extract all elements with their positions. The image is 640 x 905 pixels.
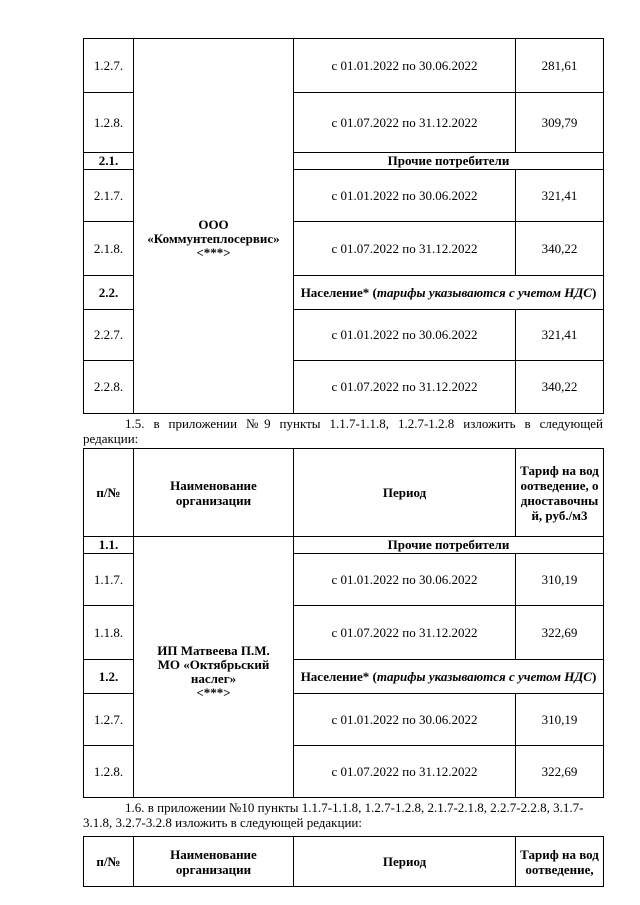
section-text: Население* ( [300,669,377,684]
section-number: 2.1. [84,153,134,170]
tariff-cell: 310,19 [516,554,604,606]
header-org: Наименование организации [134,449,294,537]
header-tariff: Тариф на водоотведение, одноставочный, руб./м3 [516,449,604,537]
org-line: <***> [196,685,231,700]
header-num: п/№ [84,449,134,537]
org-line: ООО [198,217,229,232]
period-cell: с 01.07.2022 по 31.12.2022 [294,606,516,660]
section-text: ) [591,285,597,300]
row-number: 2.1.8. [84,222,134,276]
tariff-cell: 321,41 [516,170,604,222]
paragraph-1-6: 1.6. в приложении №10 пункты 1.1.7-1.1.8, 1.2.7-1.2.8, 2.1.7-2.1.8, 2.2.7-2.2.8, 3.1.7-3.1.8, 3.2.7-3.2.8 изложить в следующей редакции: [83,800,584,830]
header-org: Наименование организации [134,837,294,887]
tariff-cell: 322,69 [516,606,604,660]
org-line: МО «Октябрьский [157,657,270,672]
section-note: тарифы указываются с учетом НДС [376,285,592,300]
period-cell: с 01.07.2022 по 31.12.2022 [294,746,516,798]
tariff-cell: 310,19 [516,694,604,746]
tariff-table-1 [83,38,604,414]
period-cell: с 01.01.2022 по 30.06.2022 [294,170,516,222]
row-number: 1.2.8. [84,93,134,153]
period-cell: с 01.01.2022 по 30.06.2022 [294,310,516,361]
tariff-cell: 281,61 [516,39,604,93]
row-number: 1.1.8. [84,606,134,660]
org-line: наслег» [190,671,237,686]
row-number: 1.2.8. [84,746,134,798]
row-number: 1.2.7. [84,39,134,93]
header-period: Период [294,837,516,887]
section-note: тарифы указываются с учетом НДС [376,669,592,684]
period-cell: с 01.07.2022 по 31.12.2022 [294,93,516,153]
section-title [294,660,604,694]
tariff-cell: 321,41 [516,310,604,361]
org-line: «Коммунтеплосервис» [147,231,280,246]
period-cell: с 01.07.2022 по 31.12.2022 [294,361,516,414]
section-number: 2.2. [84,276,134,310]
period-cell: с 01.01.2022 по 30.06.2022 [294,554,516,606]
header-num: п/№ [84,837,134,887]
tariff-cell: 340,22 [516,222,604,276]
section-text: ) [591,669,597,684]
row-number: 2.2.8. [84,361,134,414]
tariff-cell: 309,79 [516,93,604,153]
organization-cell [134,39,294,414]
section-number: 1.1. [84,537,134,554]
period-cell: с 01.01.2022 по 30.06.2022 [294,694,516,746]
paragraph-1-5: 1.5. в приложении №9 пункты 1.1.7-1.1.8, 1.2.7-1.2.8 изложить в следующей редакции: [83,416,603,446]
section-title: Прочие потребители [294,153,604,170]
tariff-table-3 [83,836,604,887]
organization-cell [134,537,294,798]
header-tariff: Тариф на водоотведение, [516,837,604,887]
row-number: 2.2.7. [84,310,134,361]
row-number: 2.1.7. [84,170,134,222]
tariff-cell: 322,69 [516,746,604,798]
period-cell: с 01.01.2022 по 30.06.2022 [294,39,516,93]
row-number: 1.2.7. [84,694,134,746]
section-title [294,276,604,310]
section-title: Прочие потребители [294,537,604,554]
section-number: 1.2. [84,660,134,694]
org-line: ИП Матвеева П.М. [157,643,270,658]
period-cell: с 01.07.2022 по 31.12.2022 [294,222,516,276]
section-text: Население* ( [300,285,377,300]
header-period: Период [294,449,516,537]
row-number: 1.1.7. [84,554,134,606]
tariff-table-2 [83,448,604,798]
tariff-cell: 340,22 [516,361,604,414]
org-line: <***> [196,245,231,260]
